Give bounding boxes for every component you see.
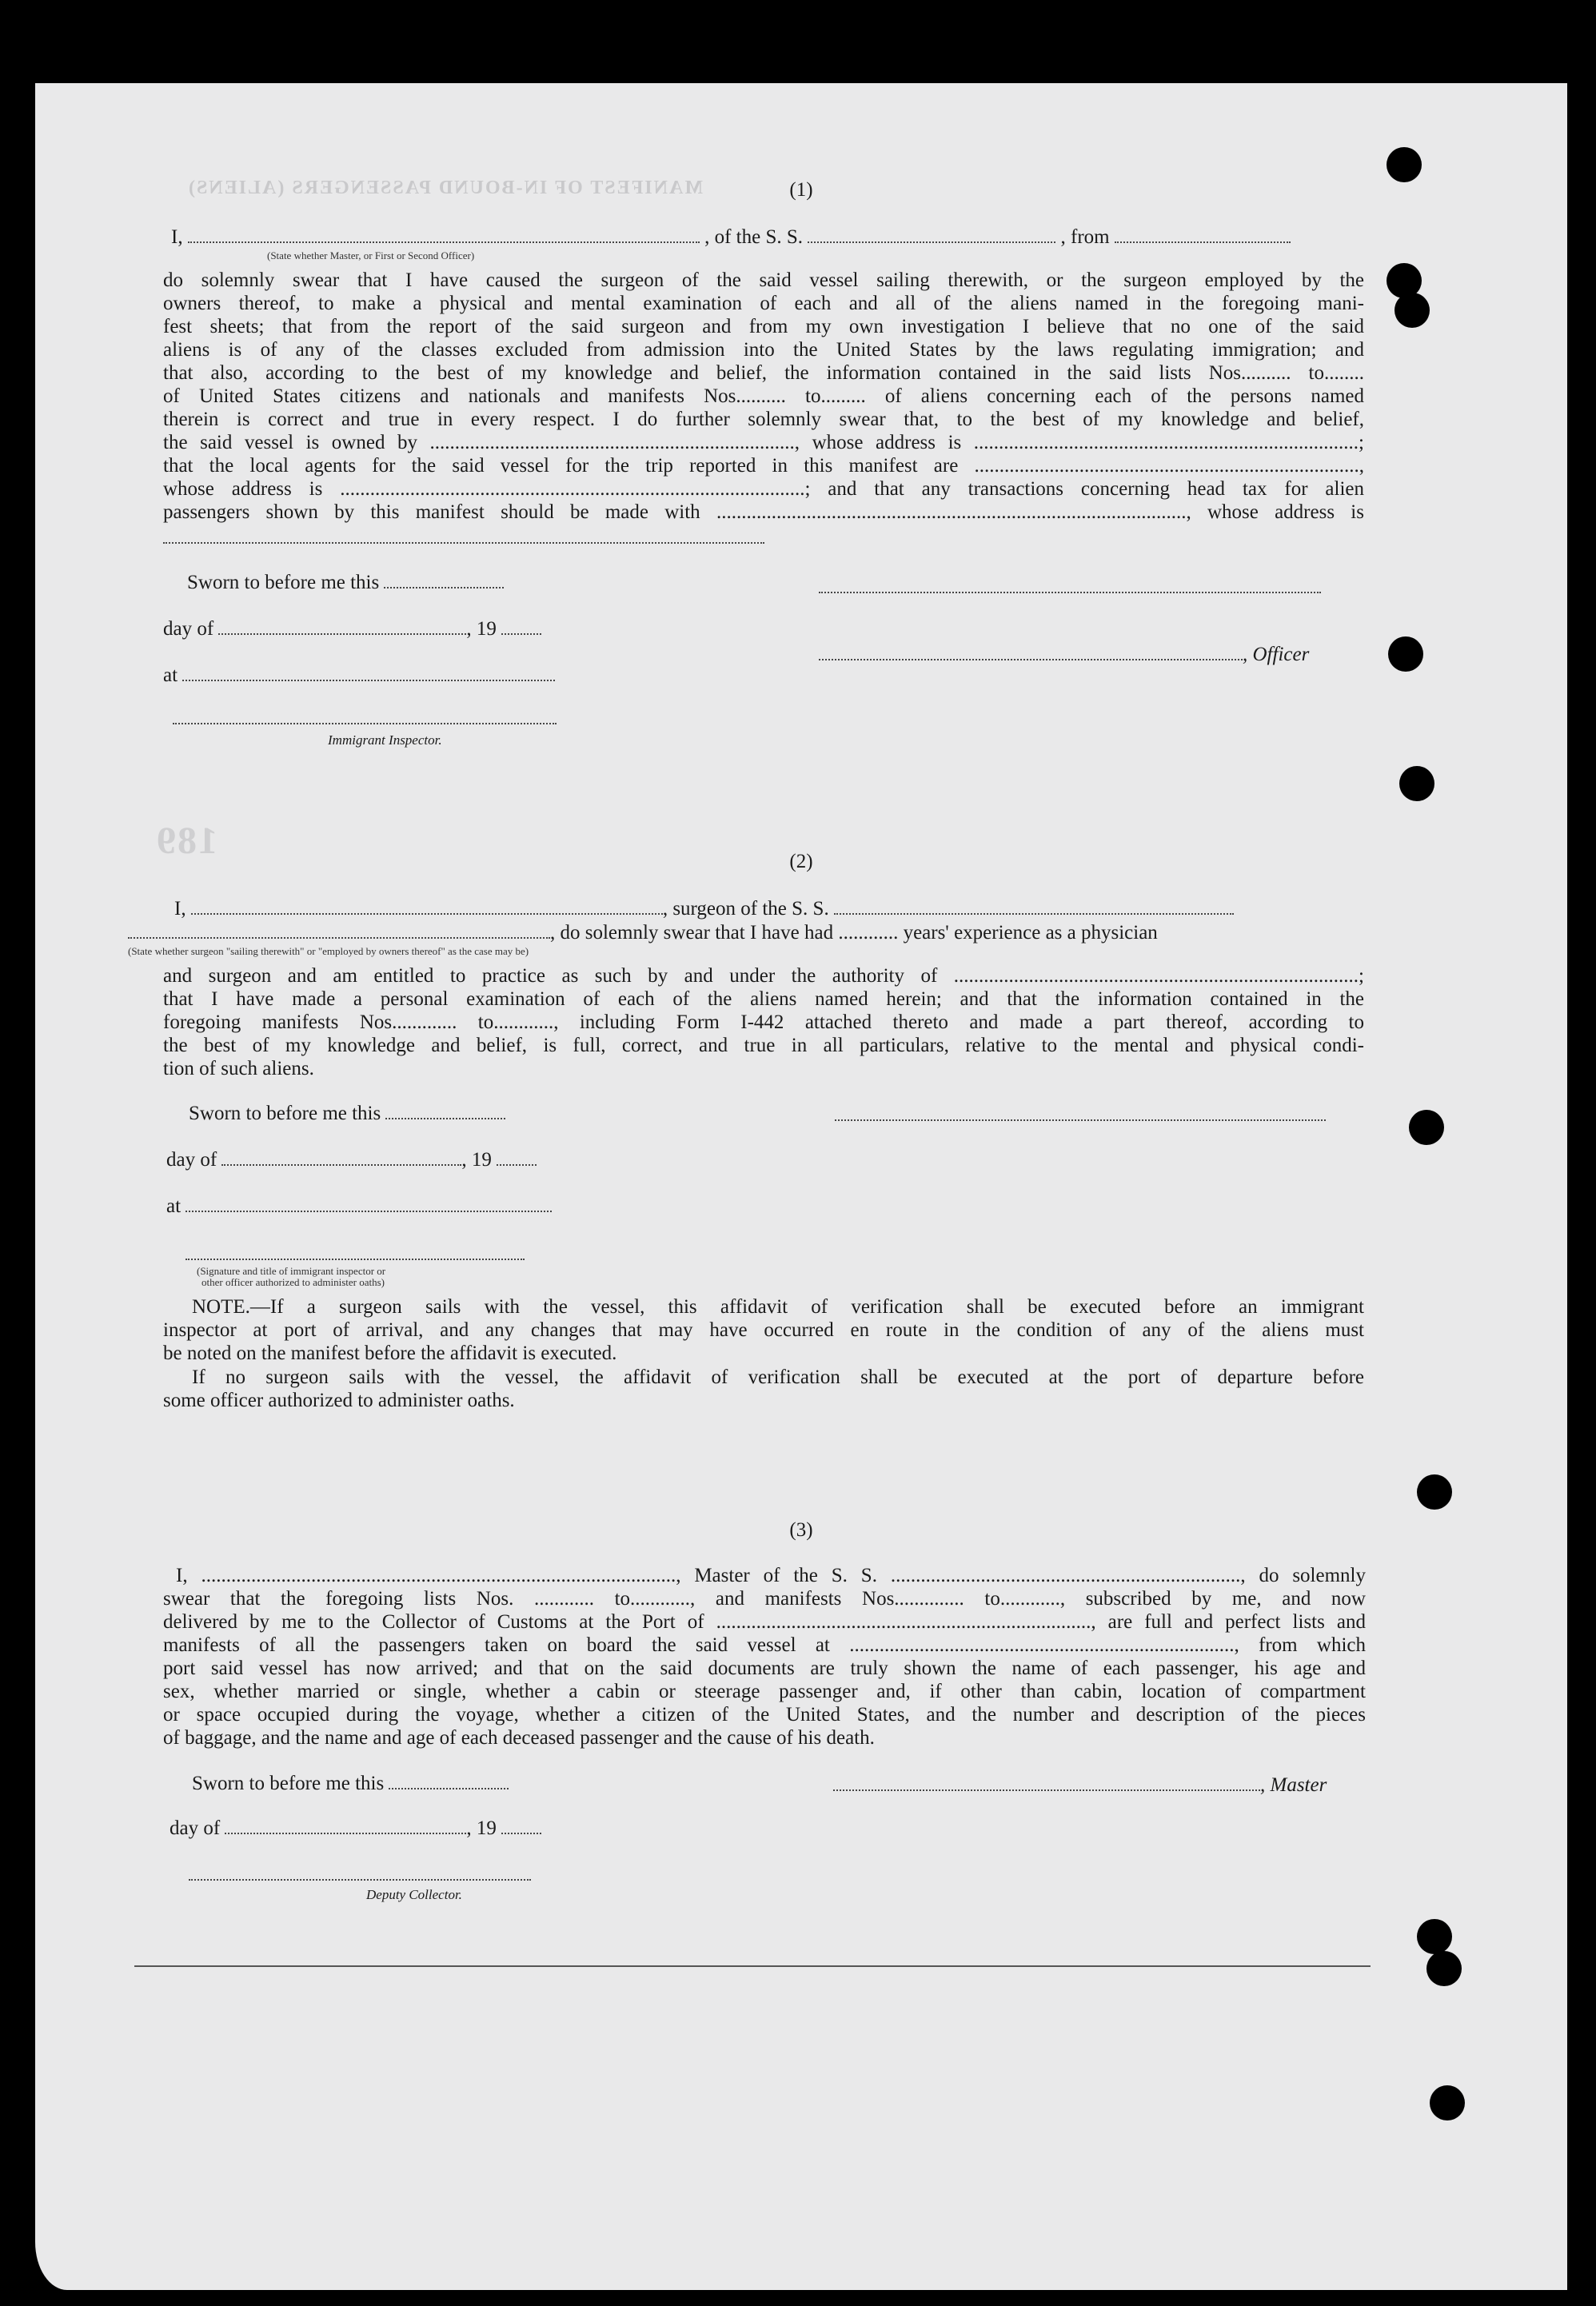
day-blank <box>218 617 466 635</box>
punch-hole <box>1409 1110 1444 1145</box>
punch-hole <box>1417 1474 1452 1510</box>
sworn-label: Sworn to before me this <box>189 1103 381 1124</box>
year-label: , 19 <box>466 1817 497 1839</box>
day-line <box>163 617 541 640</box>
para-line: or space occupied during the voyage, whether a citizen of the United States, and the number and description of the pieces <box>163 1704 1366 1726</box>
master-caption: , Master <box>1260 1774 1327 1796</box>
at-line <box>163 664 555 687</box>
master-signature-blank <box>833 1773 1260 1791</box>
sworn-blank <box>385 1102 505 1119</box>
note-line: NOTE.—If a surgeon sails with the vessel, this affidavit of verification shall be executed before an immigrant <box>192 1296 1364 1318</box>
para-line: passengers shown by this manifest should be made with .............................................................................................., whose address is <box>163 501 1364 523</box>
surgeon-experience-line <box>128 921 1158 944</box>
para-line: delivered by me to the Collector of Customs at the Port of ..........................................................................., are full and perfect lists and <box>163 1611 1366 1633</box>
para-line: do solemnly swear that I have caused the surgeon of the said vessel sailing therewith, or the surgeon employed by the <box>163 269 1364 291</box>
officer-caption: , Officer <box>1243 644 1310 665</box>
at-label: at <box>163 664 178 686</box>
section-1-number: (1) <box>789 179 813 201</box>
inspector-signature-blank <box>173 723 557 724</box>
year-label: , 19 <box>466 618 497 640</box>
punch-hole <box>1399 766 1434 801</box>
inspector-caption: Immigrant Inspector. <box>328 732 442 748</box>
surgeon-name-blank <box>191 897 663 915</box>
at-blank <box>186 1195 552 1212</box>
para-line: I, ..............................................................................................., Master of the S. S. ......................................................................, do solemnly <box>176 1565 1366 1586</box>
inspector-signature-blank <box>186 1259 525 1260</box>
surgeon-vessel-blank <box>834 897 1234 915</box>
note-line: some officer authorized to administer oaths. <box>163 1390 515 1411</box>
master-caption: (State whether Master, or First or Second Officer) <box>267 249 475 261</box>
para-line: whose address is .............................................................................................; and that any transactions concerning head tax for alien <box>163 478 1364 500</box>
i-label: I, <box>171 226 183 248</box>
para-line: manifests of all the passengers taken on board the said vessel at ............................................................................., from which <box>163 1634 1366 1656</box>
para-line: aliens is of any of the classes excluded from admission into the United States by the laws regulating immigration; and <box>163 339 1364 361</box>
para-line: foregoing manifests Nos............. to............, including Form I-442 attached thereto and made a part thereof, according to <box>163 1011 1364 1033</box>
collector-signature-blank <box>189 1879 531 1881</box>
punch-hole <box>1426 1951 1462 1986</box>
of-ss-label: , of the S. S. <box>704 226 804 248</box>
para-line: that I have made a personal examination of each of the aliens named herein; and that the information contained in the <box>163 988 1364 1010</box>
continuation-blank <box>163 542 764 544</box>
experience-text: , do solemnly swear that I have had ............ years' experience as a physician <box>550 922 1158 944</box>
collector-caption: Deputy Collector. <box>366 1887 462 1902</box>
ghost-page-number: 189 <box>155 820 217 862</box>
note-line: be noted on the manifest before the affidavit is executed. <box>163 1343 617 1364</box>
para-line: fest sheets; that from the report of the said surgeon and from my own investigation I believe that no one of the said <box>163 316 1364 337</box>
punch-hole <box>1430 2085 1465 2120</box>
sworn-blank <box>389 1772 509 1789</box>
para-line: that also, according to the best of my knowledge and belief, the information contained in the said lists Nos.......... to........ <box>163 362 1364 384</box>
para-line: therein is correct and true in every respect. I do further solemnly swear that, to the best of my knowledge and belief, <box>163 409 1364 430</box>
year-blank <box>501 1817 541 1834</box>
from-port-blank <box>1115 225 1291 243</box>
officer-line <box>819 643 1309 666</box>
sworn-label: Sworn to before me this <box>192 1773 385 1794</box>
at-line <box>166 1195 552 1218</box>
ghost-heading: MANIFEST OF IN-BOUND PASSENGERS (ALIENS) <box>187 178 703 198</box>
day-label: day of <box>166 1149 217 1171</box>
sworn-blank <box>384 571 504 588</box>
punch-hole <box>1388 636 1423 672</box>
para-line: and surgeon and am entitled to practice as such by and under the authority of .................................................................................; <box>163 965 1364 987</box>
year-blank <box>497 1148 537 1166</box>
para-line: port said vessel has now arrived; and that on the said documents are truly shown the name of each passenger, his age and <box>163 1658 1366 1679</box>
day-blank <box>221 1148 461 1166</box>
document-sheet <box>35 83 1567 2290</box>
vessel-name-blank <box>808 225 1055 243</box>
punch-hole <box>1387 147 1422 182</box>
sworn-label: Sworn to before me this <box>187 572 380 593</box>
para-line: the best of my knowledge and belief, is full, correct, and true in all particulars, relative to the mental and physical condi- <box>163 1035 1364 1056</box>
para-line: that the local agents for the said vessel for the trip reported in this manifest are ............................................................................., <box>163 455 1364 477</box>
punch-hole <box>1395 293 1430 328</box>
year-label: , 19 <box>461 1149 492 1171</box>
officer-blank-1 <box>819 592 1321 593</box>
sworn-line <box>192 1772 509 1795</box>
i-label: I, <box>174 898 186 920</box>
signature-caption-2: other officer authorized to administer oaths) <box>201 1276 385 1288</box>
day-label: day of <box>163 618 214 640</box>
para-line: swear that the foregoing lists Nos. ............ to............, and manifests Nos.............. to............, subscribed by me, and now <box>163 1588 1366 1610</box>
section-2-number: (2) <box>789 851 813 872</box>
note-line: inspector at port of arrival, and any changes that may have occurred en route in the condition of any of the aliens must <box>163 1319 1364 1341</box>
from-label: , from <box>1060 226 1110 248</box>
surgeon-signature-blank <box>835 1119 1326 1121</box>
at-label: at <box>166 1195 182 1217</box>
sworn-line <box>189 1102 505 1125</box>
day-blank <box>225 1817 466 1834</box>
bottom-rule <box>134 1965 1371 1967</box>
note-line: If no surgeon sails with the vessel, the affidavit of verification shall be executed at the port of departure before <box>192 1366 1364 1388</box>
sworn-line <box>187 571 504 594</box>
day-label: day of <box>170 1817 221 1839</box>
officer-signature-blank <box>819 643 1243 660</box>
master-name-blank <box>188 225 700 243</box>
day-line <box>166 1148 537 1171</box>
para-line: of baggage, and the name and age of each deceased passenger and the cause of his death. <box>163 1727 875 1749</box>
master-signature-line <box>833 1773 1327 1797</box>
surgeon-name-line <box>174 897 1234 920</box>
surgeon-status-blank <box>128 921 550 939</box>
para-line: owners thereof, to make a physical and mental examination of each and all of the aliens named in the foregoing mani- <box>163 293 1364 314</box>
at-blank <box>182 664 555 681</box>
punch-hole <box>1417 1919 1452 1954</box>
signature-caption-1: (Signature and title of immigrant inspector or <box>197 1265 386 1277</box>
day-line <box>170 1817 541 1840</box>
para-line: of United States citizens and nationals and manifests Nos.......... to......... of aliens concerning each of the persons named <box>163 385 1364 407</box>
surgeon-caption: (State whether surgeon "sailing therewith" or "employed by owners thereof" as the case may be) <box>128 945 529 957</box>
surgeon-of-ss-label: , surgeon of the S. S. <box>662 898 829 920</box>
para-line: tion of such aliens. <box>163 1058 314 1079</box>
section-3-number: (3) <box>789 1519 813 1541</box>
para-line: sex, whether married or single, whether a cabin or steerage passenger and, if other than cabin, location of compartment <box>163 1681 1366 1702</box>
year-blank <box>501 617 541 635</box>
master-name-line <box>171 225 1291 249</box>
para-line: the said vessel is owned by ........................................................................., whose address is .............................................................................; <box>163 432 1364 453</box>
